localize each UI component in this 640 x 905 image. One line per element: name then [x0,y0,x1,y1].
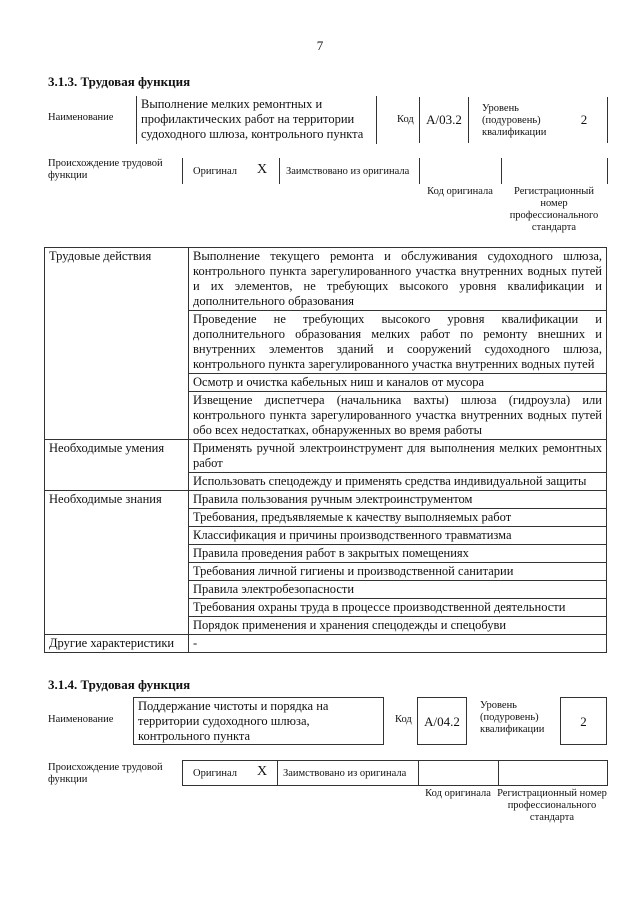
labor-actions-label: Трудовые действия [45,248,189,440]
table-row [45,248,607,311]
original-mark: X [256,764,268,779]
table-row [45,635,607,653]
divider [279,158,280,184]
origin-code-label: Код оригинала [425,788,491,799]
table-row [45,491,607,509]
origin-row [182,158,608,184]
function-name: Поддержание чистоты и порядка на территории судоходного шлюза, контрольного пункта [133,697,384,745]
knowledge-item: Требования личной гигиены и производственной санитарии [189,563,607,581]
original-mark: X [256,162,268,177]
qualification-level: 2 [560,697,607,745]
table-row [45,440,607,473]
other-value: - [189,635,607,653]
knowledge-item: Правила пользования ручным электроинструментом [189,491,607,509]
skill-item: Использовать спецодежду и применять средства индивидуальной защиты [189,473,607,491]
section-heading: 3.1.4. Трудовая функция [48,677,191,692]
section-heading: 3.1.3. Трудовая функция [48,74,191,89]
code-label: Код [395,714,412,725]
knowledge-label: Необходимые знания [45,491,189,635]
original-label: Оригинал [193,768,237,779]
other-label: Другие характеристики [45,635,189,653]
level-label: Уровень (подуровень) квалификации [482,103,547,138]
original-label: Оригинал [193,166,237,177]
labor-action-item: Осмотр и очистка кабельных ниш и каналов от мусора [189,374,607,392]
name-label: Наименование [48,714,114,725]
labor-action-item: Извещение диспетчера (начальника вахты) шлюза (гидроузла) или контрольного пункта зарегулированного участка внутренних водных путей обо всех недостатках, обнаруженных во время работы [189,392,607,440]
divider [418,761,419,785]
knowledge-item: Правила электробезопасности [189,581,607,599]
knowledge-item: Порядок применения и хранения спецодежды и спецобуви [189,617,607,635]
reg-number-label: Регистрационный номер профессионального стандарта [509,186,599,233]
borrowed-label: Заимствовано из оригинала [283,768,407,779]
borrowed-label: Заимствовано из оригинала [286,166,410,177]
name-label: Наименование [48,112,114,123]
origin-label: Происхождение трудовой функции [48,158,163,181]
function-name: Выполнение мелких ремонтных и профилактических работ на территории судоходного шлюза, контрольного пункта [136,96,377,144]
labor-action-item: Проведение не требующих высокого уровня квалификации и дополнительного образования мелких работ по ремонту внешних и внутренних элементов зданий и сооружений судоходного шлюза, контрольного пункта зарегулированного участка внутренних водных путей [189,311,607,374]
qualification-level: 2 [561,97,608,143]
origin-label: Происхождение трудовой функции [48,762,163,785]
level-label: Уровень (подуровень) квалификации [480,700,545,735]
origin-code-label: Код оригинала [427,186,493,197]
skills-label: Необходимые умения [45,440,189,491]
knowledge-item: Классификация и причины производственного травматизма [189,527,607,545]
knowledge-item: Правила проведения работ в закрытых помещениях [189,545,607,563]
page-number: 7 [316,38,324,53]
code-label: Код [397,114,414,125]
divider [498,761,499,785]
divider [419,158,420,184]
divider [501,158,502,184]
labor-action-item: Выполнение текущего ремонта и обслуживания судоходного шлюза, контрольного пункта зарегулированного участка внутренних водных путей и их элементов, не требующих высокого уровня квалификации и дополнительного образования [189,248,607,311]
function-code: A/03.2 [419,97,469,143]
divider [277,761,278,785]
skill-item: Применять ручной электроинструмент для выполнения мелких ремонтных работ [189,440,607,473]
knowledge-item: Требования, предъявляемые к качеству выполняемых работ [189,509,607,527]
origin-row [182,760,608,786]
reg-number-label: Регистрационный номер профессионального стандарта [497,788,607,823]
knowledge-item: Требования охраны труда в процессе производственной деятельности [189,599,607,617]
labor-function-table [44,247,607,653]
function-code: A/04.2 [417,697,467,745]
